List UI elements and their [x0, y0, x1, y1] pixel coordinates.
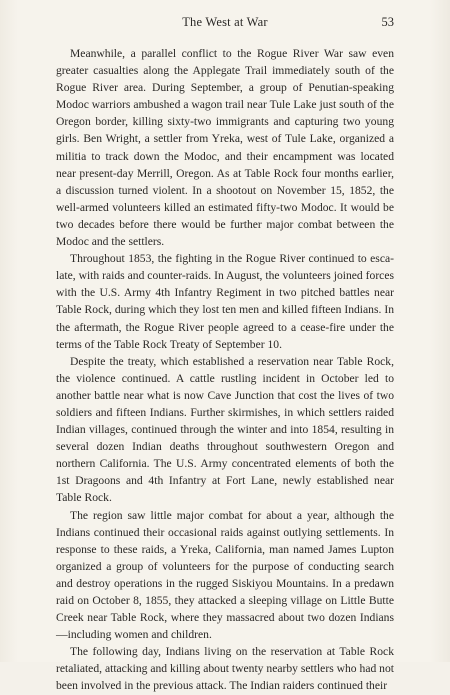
running-title: The West at War: [182, 15, 268, 29]
paragraph: The region saw little major combat for about a year, although the Indians continued their occasional raids against outlying settlements. In response to these raids, a Yreka, California, man named James Lupton organized a group of volunteers for the purpose of conducting search and destroy operations in the rugged Siskiyou Mountains. In a predawn raid on October 8, 1855, they attacked a sleeping village on Little Butte Creek near Table Rock, where they massacred about two dozen Indians—including women and children.: [56, 508, 394, 642]
paragraph: Meanwhile, a parallel conflict to the Rogue River War saw even greater casualties along the Applegate Trail immediately south of the Rogue River area. During September, a group of Penutian-speaking Modoc warriors ambushed a wagon trail near Tule Lake just south of the Oregon border, killing sixty-two immigrants and capturing two young girls. Ben Wright, a settler from Yreka, west of Tule Lake, organized a militia to track down the Modoc, and their encampment was located near present-day Merrill, Oregon. As at Table Rock four months earlier, a discussion turned violent. In a shootout on November 15, 1852, the well-armed volunteers killed an estimated fifty-two Modoc. It would be two decades before there would be further major combat between the Modoc and the settlers.: [56, 47, 394, 249]
page-header: [56, 15, 394, 31]
paragraph: Throughout 1853, the fighting in the Rogue River continued to escalate, with raids and counter-raids. In August, the volunteers joined forces with the U.S. Army 4th Infantry Regiment in two pitched battles near Table Rock, during which they lost ten men and killed fifteen Indians. In the aftermath, the Rogue River people agreed to a cease-fire under the terms of the Table Rock Treaty of September 10.: [56, 252, 394, 351]
paragraph: The following day, Indians living on the reservation at Table Rock retaliated, attacking and killing about twenty nearby settlers who had not been involved in the previous attack. The Indian raiders continued their: [56, 645, 394, 693]
body-text: [56, 45, 394, 695]
page-number: 53: [381, 15, 394, 29]
paragraph: Despite the treaty, which established a reservation near Table Rock, the violence continued. A cattle rustling incident in October led to another battle near what is now Cave Junction that cost the lives of two soldiers and fifteen Indians. Further skirmishes, in which settlers raided Indian villages, continued through the winter and into 1854, resulting in several dozen Indian deaths throughout southwestern Oregon and northern California. The U.S. Army concentrated elements of both the 1st Dragoons and 4th Infantry at Fort Lane, newly established near Table Rock.: [56, 354, 394, 505]
